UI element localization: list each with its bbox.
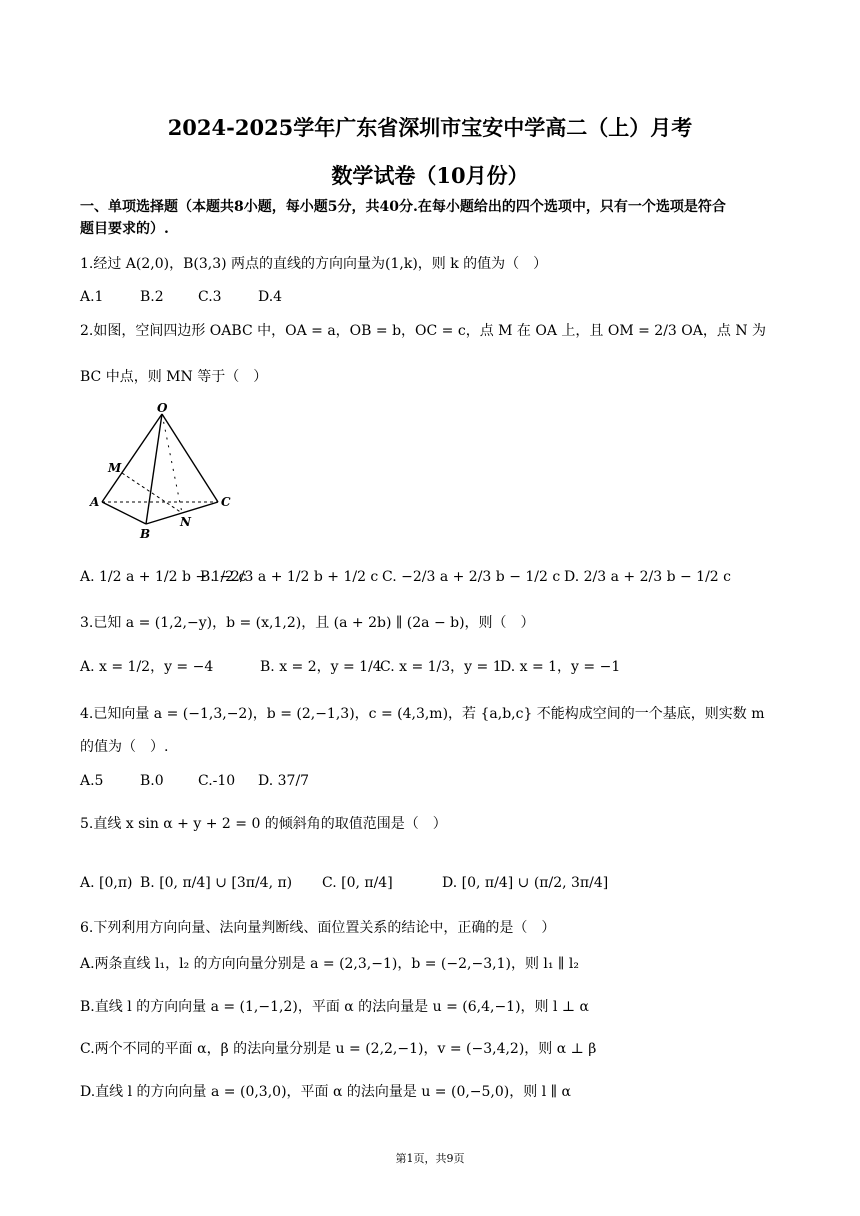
q1-option-d: D.4: [258, 289, 283, 305]
q2-option-c: C. −2/3 a + 2/3 b − 1/2 c: [382, 569, 561, 585]
section-heading-line1: 一、单项选择题（本题共8小题，每小题5分，共40分.在每小题给出的四个选项中，只有一个选项是符合: [80, 199, 726, 215]
q3-option-b: B. x = 2，y = 1/4: [260, 659, 382, 675]
q4-option-b: B.0: [140, 773, 164, 789]
q3-option-a: A. x = 1/2，y = −4: [80, 659, 214, 675]
q2-option-a: A. 1/2 a + 1/2 b − 1/2 c: [80, 569, 247, 585]
q3-option-c: C. x = 1/3，y = 1: [380, 659, 502, 675]
q2-stem-line2: BC 中点，则 MN 等于（ ）: [80, 369, 268, 385]
q6-option-c: C.两个不同的平面 α，β 的法向量分别是 u = (2,2,−1)，v = (−3,4,2)，则 α ⊥ β: [80, 1041, 597, 1057]
q6-option-a: A.两条直线 l₁，l₂ 的方向向量分别是 a = (2,3,−1)，b = (−2,−3,1)，则 l₁ ∥ l₂: [80, 956, 579, 972]
q3-stem: 3.已知 a = (1,2,−y)，b = (x,1,2)，且 (a + 2b) ∥ (2a − b)，则（ ）: [80, 615, 535, 631]
q3-option-d: D. x = 1，y = −1: [500, 659, 621, 675]
q5-option-a: A. [0,π): [80, 875, 133, 891]
label-a: A: [90, 495, 100, 509]
q6-option-b: B.直线 l 的方向向量 a = (1,−1,2)，平面 α 的法向量是 u = (6,4,−1)，则 l ⊥ α: [80, 999, 589, 1015]
label-o: O: [157, 402, 168, 415]
q4-option-d: D. 37/7: [258, 773, 310, 789]
q6-stem: 6.下列利用方向向量、法向量判断线、面位置关系的结论中，正确的是（ ）: [80, 920, 556, 936]
section-heading-line2: 题目要求的）.: [80, 221, 169, 237]
q2-option-b: B. −2/3 a + 1/2 b + 1/2 c: [200, 569, 379, 585]
tetrahedron-figure: [88, 402, 238, 542]
label-b: B: [140, 527, 151, 541]
q1-option-c: C.3: [198, 289, 222, 305]
label-m: M: [108, 461, 122, 475]
q4-stem-line1: 4.已知向量 a = (−1,3,−2)，b = (2,−1,3)，c = (4,3,m)，若 {a,b,c} 不能构成空间的一个基底，则实数 m: [80, 706, 765, 722]
q1-option-a: A.1: [80, 289, 104, 305]
page-subtitle: 数学试卷（10月份）: [331, 163, 529, 188]
label-c: C: [221, 495, 231, 509]
page-title: 2024-2025学年广东省深圳市宝安中学高二（上）月考: [167, 115, 693, 140]
q5-option-d: D. [0, π/4] ∪ (π/2, 3π/4]: [442, 875, 609, 891]
q4-option-c: C.-10: [198, 773, 236, 789]
q5-stem: 5.直线 x sin α + y + 2 = 0 的倾斜角的取值范围是（ ）: [80, 816, 447, 832]
q4-stem-line2: 的值为（ ）.: [80, 739, 169, 755]
q4-option-a: A.5: [80, 773, 104, 789]
q1-option-b: B.2: [140, 289, 164, 305]
q6-option-d: D.直线 l 的方向向量 a = (0,3,0)，平面 α 的法向量是 u = (0,−5,0)，则 l ∥ α: [80, 1084, 572, 1100]
page-footer: 第1页，共9页: [395, 1152, 465, 1165]
q5-option-b: B. [0, π/4] ∪ [3π/4, π): [140, 875, 293, 891]
q1-stem: 1.经过 A(2,0)，B(3,3) 两点的直线的方向向量为(1,k)，则 k 的值为（ ）: [80, 256, 548, 272]
label-n: N: [180, 515, 191, 529]
q5-option-c: C. [0, π/4]: [322, 875, 393, 891]
q2-stem-line1: 2.如图，空间四边形 OABC 中，OA = a，OB = b，OC = c，点 M 在 OA 上，且 OM = 2/3 OA，点 N 为: [80, 323, 767, 339]
q2-option-d: D. 2/3 a + 2/3 b − 1/2 c: [564, 569, 731, 585]
